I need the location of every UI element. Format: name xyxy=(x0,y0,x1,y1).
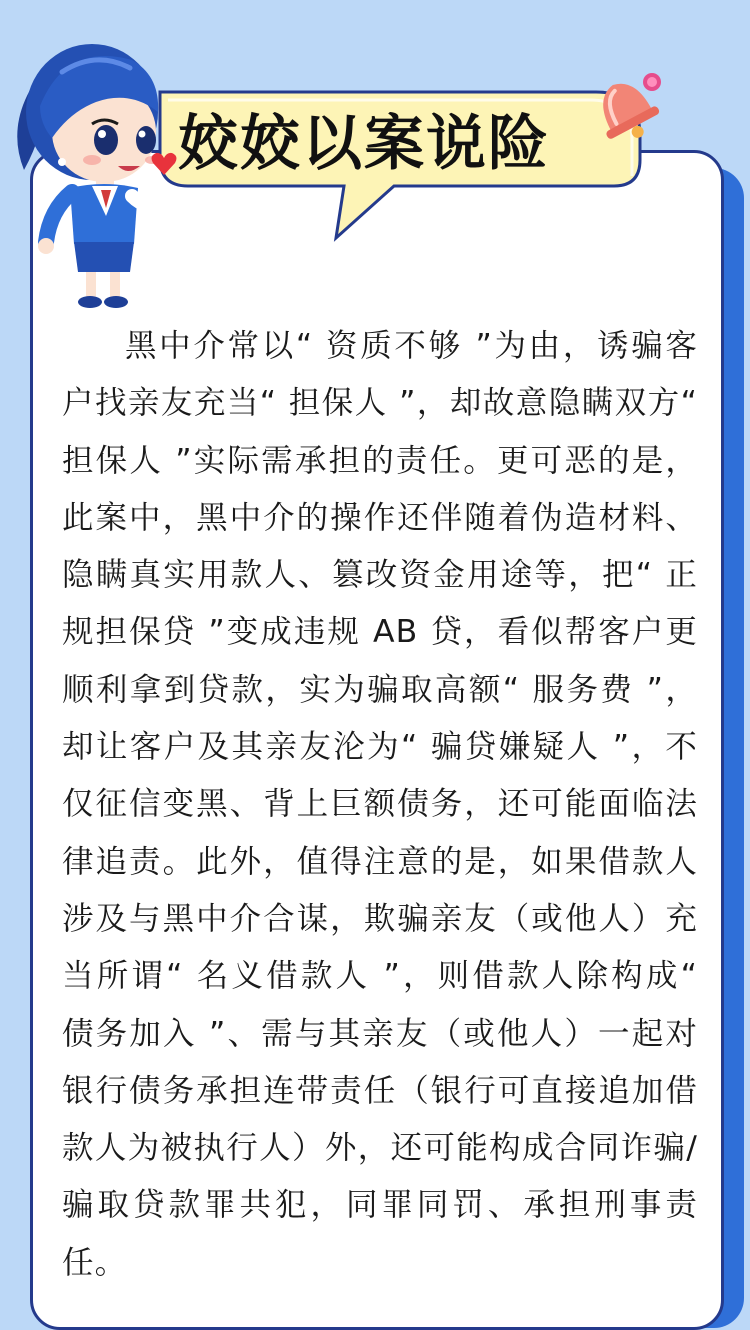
page-title: 姣姣以案说险 xyxy=(178,109,550,179)
article-paragraph: 黑中介常以“ 资质不够 ”为由，诱骗客户找亲友充当“ 担保人 ”，却故意隐瞒双方“ 担保人 ”实际需承担的责任。更可恶的是，此案中，黑中介的操作还伴随着伪造材料、隐瞒真实用款人、篡改资金用途等，把“ 正规担保贷 ”变成违规 AB 贷，看似帮客户更顺利拿到贷款，实为骗取高额“ 服务费 ”，却让客户及其亲友沦为“ 骗贷嫌疑人 ”，不仅征信变黑、背上巨额债务，还可能面临法律追责。此外，值得注意的是，如果借款人涉及与黑中介合谋，欺骗亲友（或他人）充当所谓“ 名义借款人 ”，则借款人除构成“ 债务加入 ”、需与其亲友（或他人）一起对银行债务承担连带责任（银行可直接追加借款人为被执行人）外，还可能构成合同诈骗/骗取贷款罪共犯，同罪同罚、承担刑事责任。 xyxy=(62,328,699,1281)
heart-icon xyxy=(150,150,178,178)
bell-icon xyxy=(580,60,670,150)
